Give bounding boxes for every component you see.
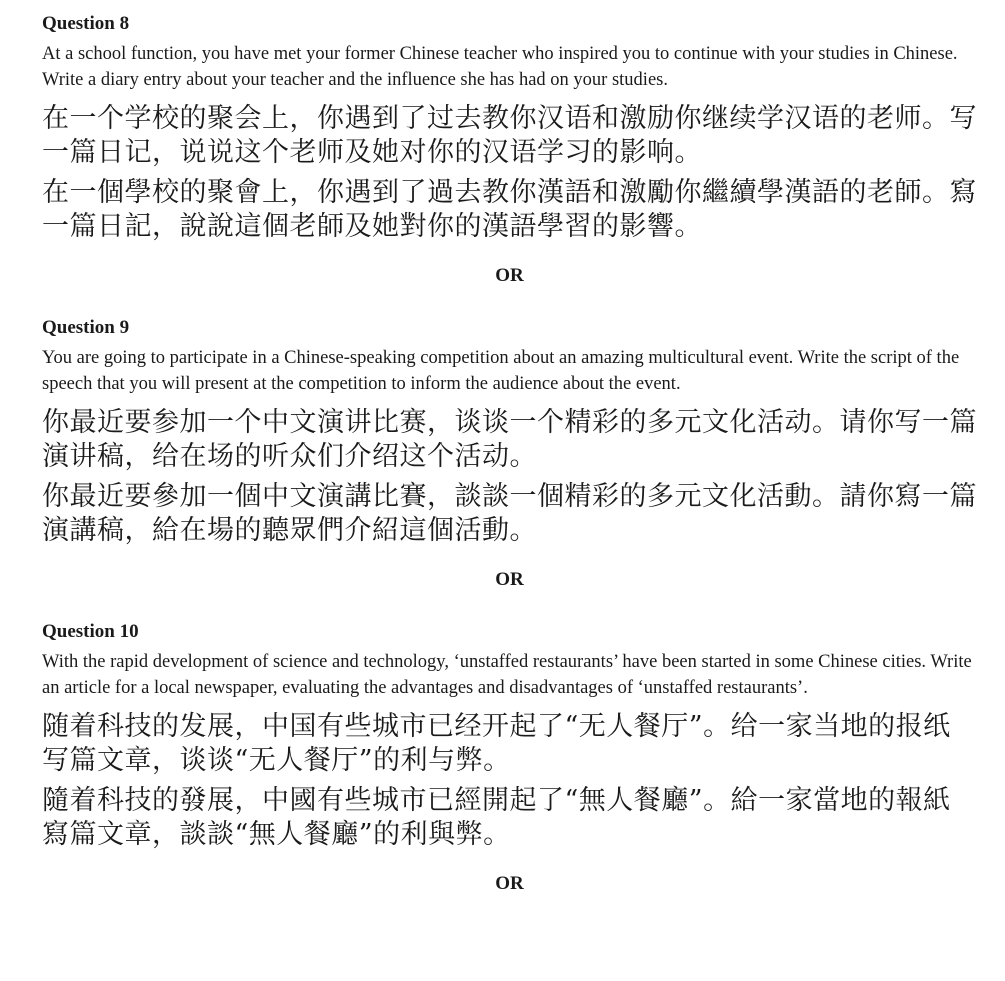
question-title: Question 10 <box>42 621 139 642</box>
question-english-text: You are going to participate in a Chinese-speaking competition about an amazing multicultural event. Write the script of the speech that you will present at the competition to inform the audience about the event. <box>42 348 960 394</box>
question-simplified-text: 在一个学校的聚会上，你遇到了过去教你汉语和激励你继续学汉语的老师。写一篇日记，说说这个老师及她对你的汉语学习的影响。 <box>42 103 977 168</box>
question-english-text: At a school function, you have met your former Chinese teacher who inspired you to continue with your studies in Chinese. Write a diary entry about your teacher and the influence she has had on your studies. <box>42 44 958 90</box>
exam-page <box>42 12 977 924</box>
question-9 <box>42 316 977 548</box>
question-traditional-text: 你最近要參加一個中文演講比賽，談談一個精彩的多元文化活動。請你寫一篇演講稿，給在場的聽眾們介紹這個活動。 <box>42 481 977 546</box>
question-10 <box>42 620 977 852</box>
question-8 <box>42 12 977 244</box>
question-simplified-text: 你最近要参加一个中文演讲比赛，谈谈一个精彩的多元文化活动。请你写一篇演讲稿，给在场的听众们介绍这个活动。 <box>42 407 977 472</box>
question-english-text: With the rapid development of science and technology, ‘unstaffed restaurants’ have been started in some Chinese cities. Write an article for a local newspaper, evaluating the advantages and disadvantages of ‘unstaffed restaurants’. <box>42 652 972 698</box>
question-title: Question 9 <box>42 317 130 338</box>
or-separator: OR <box>495 569 524 590</box>
or-separator: OR <box>495 873 524 894</box>
question-simplified-text: 随着科技的发展，中国有些城市已经开起了“无人餐厅”。给一家当地的报纸写篇文章，谈谈“无人餐厅”的利与弊。 <box>42 711 951 776</box>
question-title: Question 8 <box>42 13 130 34</box>
question-traditional-text: 隨着科技的發展，中國有些城市已經開起了“無人餐廳”。給一家當地的報紙寫篇文章，談談“無人餐廳”的利與弊。 <box>42 785 951 850</box>
question-traditional-text: 在一個學校的聚會上，你遇到了過去教你漢語和激勵你繼續學漢語的老師。寫一篇日記，說說這個老師及她對你的漢語學習的影響。 <box>42 177 977 242</box>
or-separator: OR <box>495 265 524 286</box>
